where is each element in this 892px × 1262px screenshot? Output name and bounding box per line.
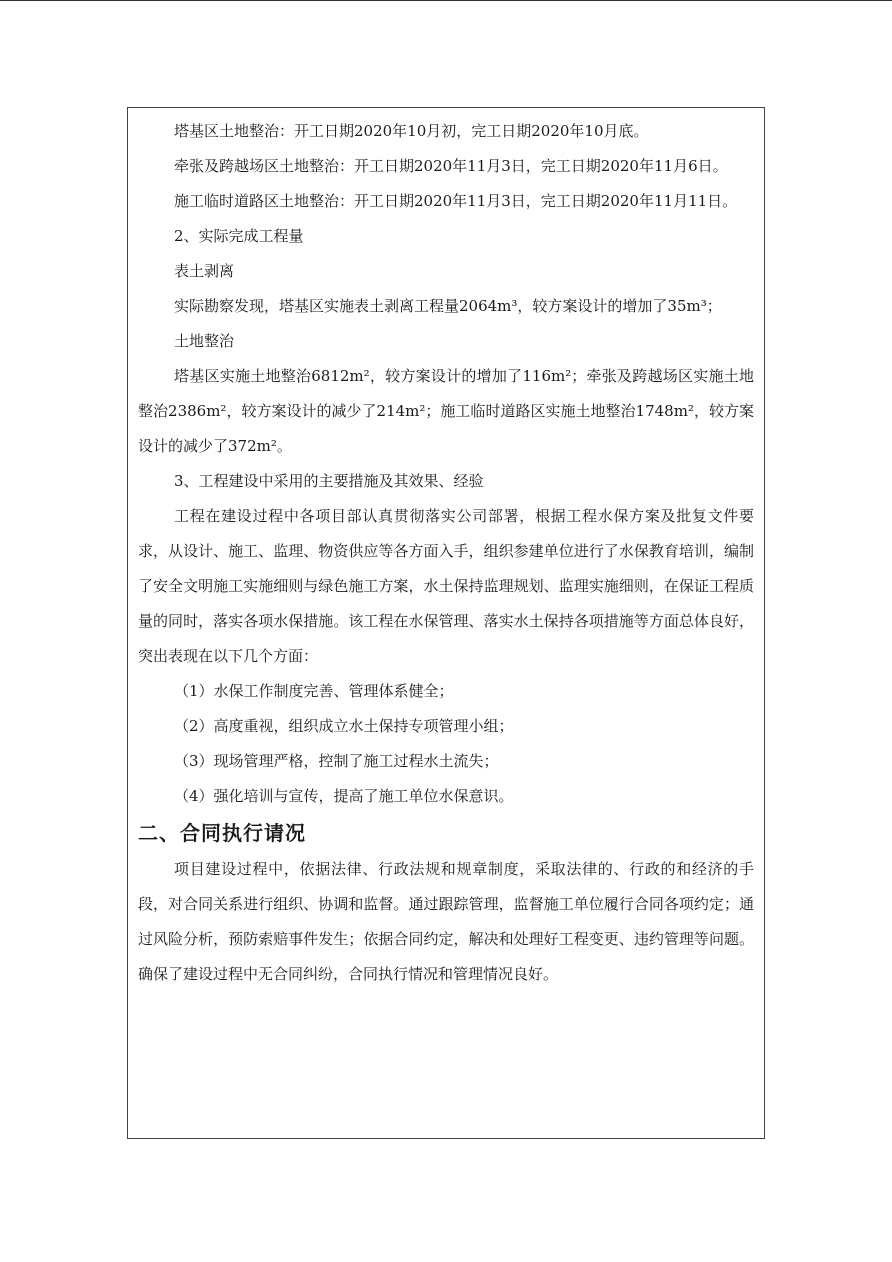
- document-frame: [127, 107, 765, 1139]
- list-item: （1）水保工作制度完善、管理体系健全；: [174, 682, 454, 700]
- paragraph-tension-site-dates: 牵张及跨越场区土地整治：开工日期2020年11月3日，完工日期2020年11月6日。: [174, 157, 728, 175]
- paragraph-contract-execution: 项目建设过程中，依据法律、行政法规和规章制度，采取法律的、行政的和经济的手段，对合同关系进行组织、协调和监督。通过跟踪管理，监督施工单位履行合同各项约定；通过风险分析，预防索赔事件发生；依据合同约定，解决和处理好工程变更、违约管理等问题。确保了建设过程中无合同纠纷，合同执行情况和管理情况良好。: [138, 860, 754, 983]
- subheading-land-remediation: 土地整治: [174, 332, 235, 350]
- paragraph-tower-site-dates: 塔基区土地整治：开工日期2020年10月初，完工日期2020年10月底。: [174, 122, 649, 140]
- list-item: （3）现场管理严格，控制了施工过程水土流失；: [174, 752, 499, 770]
- list-item: （4）强化培训与宣传，提高了施工单位水保意识。: [174, 787, 514, 805]
- subheading-main-measures: 3、工程建设中采用的主要措施及其效果、经验: [174, 472, 484, 490]
- paragraph-temp-road-dates: 施工临时道路区土地整治：开工日期2020年11月3日，完工日期2020年11月11日。: [174, 192, 738, 210]
- paragraph-topsoil-stripping: 实际勘察发现，塔基区实施表土剥离工程量2064m³，较方案设计的增加了35m³；: [174, 297, 722, 315]
- paragraph-land-remediation: 塔基区实施土地整治6812m²，较方案设计的增加了116m²；牵张及跨越场区实施土地整治2386m²，较方案设计的减少了214m²；施工临时道路区实施土地整治1748m²，较方案设计的减少了372m²。: [138, 367, 754, 455]
- section-heading-contract: 二、合同执行请况: [138, 821, 306, 845]
- list-item: （2）高度重视，组织成立水土保持专项管理小组；: [174, 717, 514, 735]
- subheading-topsoil-stripping: 表土剥离: [174, 262, 235, 280]
- paragraph-main-measures: 工程在建设过程中各项目部认真贯彻落实公司部署，根据工程水保方案及批复文件要求，从设计、施工、监理、物资供应等各方面入手，组织参建单位进行了水保教育培训，编制了安全文明施工实施细则与绿色施工方案，水土保持监理规划、监理实施细则，在保证工程质量的同时，落实各项水保措施。该工程在水保管理、落实水土保持各项措施等方面总体良好，突出表现在以下几个方面：: [138, 507, 754, 665]
- page-top-rule: [0, 0, 892, 1]
- subheading-actual-quantities: 2、实际完成工程量: [174, 227, 304, 245]
